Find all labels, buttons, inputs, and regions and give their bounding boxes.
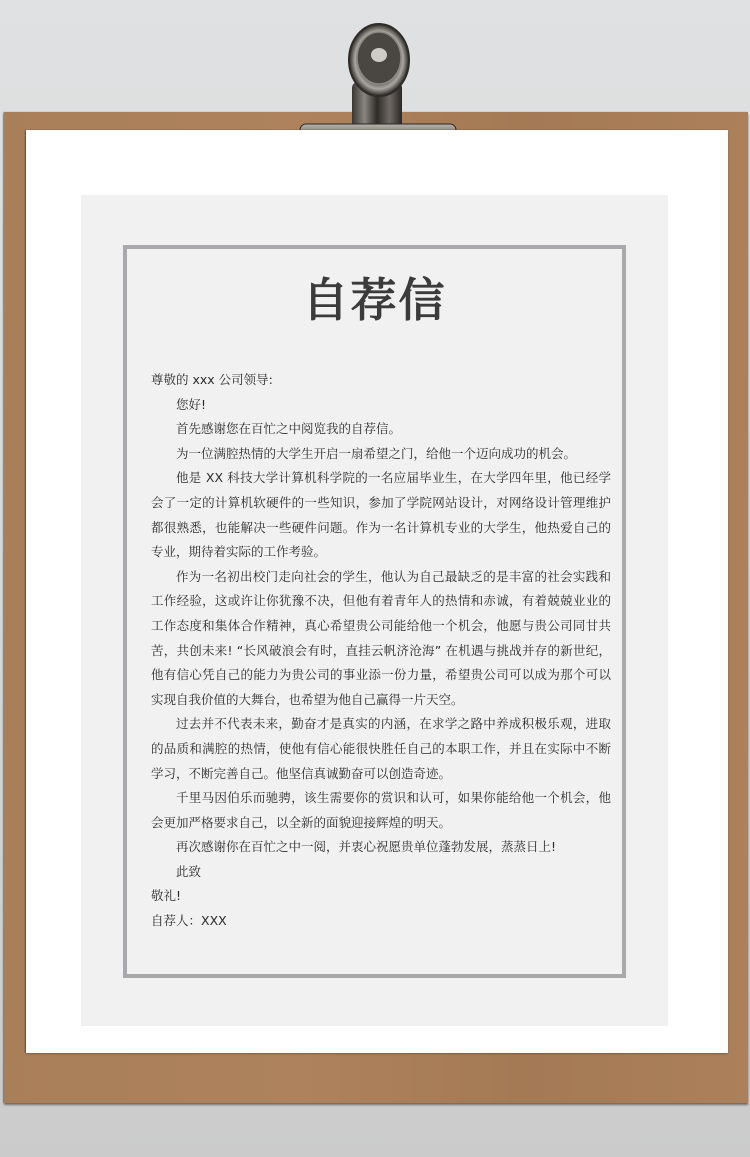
paragraph-commitment: 千里马因伯乐而驰骋，该生需要你的赏识和认可，如果你能给他一个机会，他会更加严格要求自己，以全新的面貌迎接辉煌的明天。 <box>151 790 611 830</box>
paragraph-greeting: 您好! <box>176 396 207 412</box>
salutation: 尊敬的 xxx 公司领导: <box>151 372 273 387</box>
paragraph-thanks: 首先感谢您在百忙之中阅览我的自荐信。 <box>176 421 402 437</box>
letter-title: 自荐信 <box>302 273 447 327</box>
paragraph-qualities: 过去并不代表未来，勤奋才是真实的内涵，在求学之路中养成积极乐观，进取的品质和满腔的热情，使他有信心能很快胜任自己的本职工作，并且在实际中不断学习，不断完善自己。他坚信真诚勤奋可以创造奇迹。 <box>151 716 611 781</box>
paragraph-motivation: 作为一名初出校门走向社会的学生，他认为自己最缺乏的是丰富的社会实践和工作经验，这或许让你犹豫不决，但他有着青年人的热情和赤诚，有着兢兢业业的工作态度和集体合作精神，真心希望贵公司能给他一个机会，他愿与贵公司同甘共苦，共创未来! “长风破浪会有时，直挂云帆济沧海” 在机遇与挑战并存的新世纪，他有信心凭自己的能力为贵公司的事业添一份力量，希望贵公司可以成为那个可以实现自我价值的大舞台，也希望为他自己赢得一片天空。 <box>151 568 611 707</box>
paragraph-closing-thanks: 再次感谢你在百忙之中一阅，并衷心祝愿贵单位蓬勃发展，蒸蒸日上! <box>176 839 557 855</box>
closing-jingli: 敬礼! <box>151 888 182 904</box>
signature: 自荐人：XXX <box>151 913 227 929</box>
paragraph-intro: 为一位满腔热情的大学生开启一扇希望之门，给他一个迈向成功的机会。 <box>176 445 577 461</box>
letter-body <box>151 368 611 934</box>
paragraph-cizhi: 此致 <box>176 863 202 879</box>
paragraph-background: 他是 XX 科技大学计算机科学院的一名应届毕业生，在大学四年里，他已经学会了一定的计算机软硬件的一些知识，参加了学院网站设计，对网络设计管理维护都很熟悉，也能解决一些硬件问题。作为一名计算机专业的大学生，他热爱自己的专业，期待着实际的工作考验。 <box>151 470 611 560</box>
